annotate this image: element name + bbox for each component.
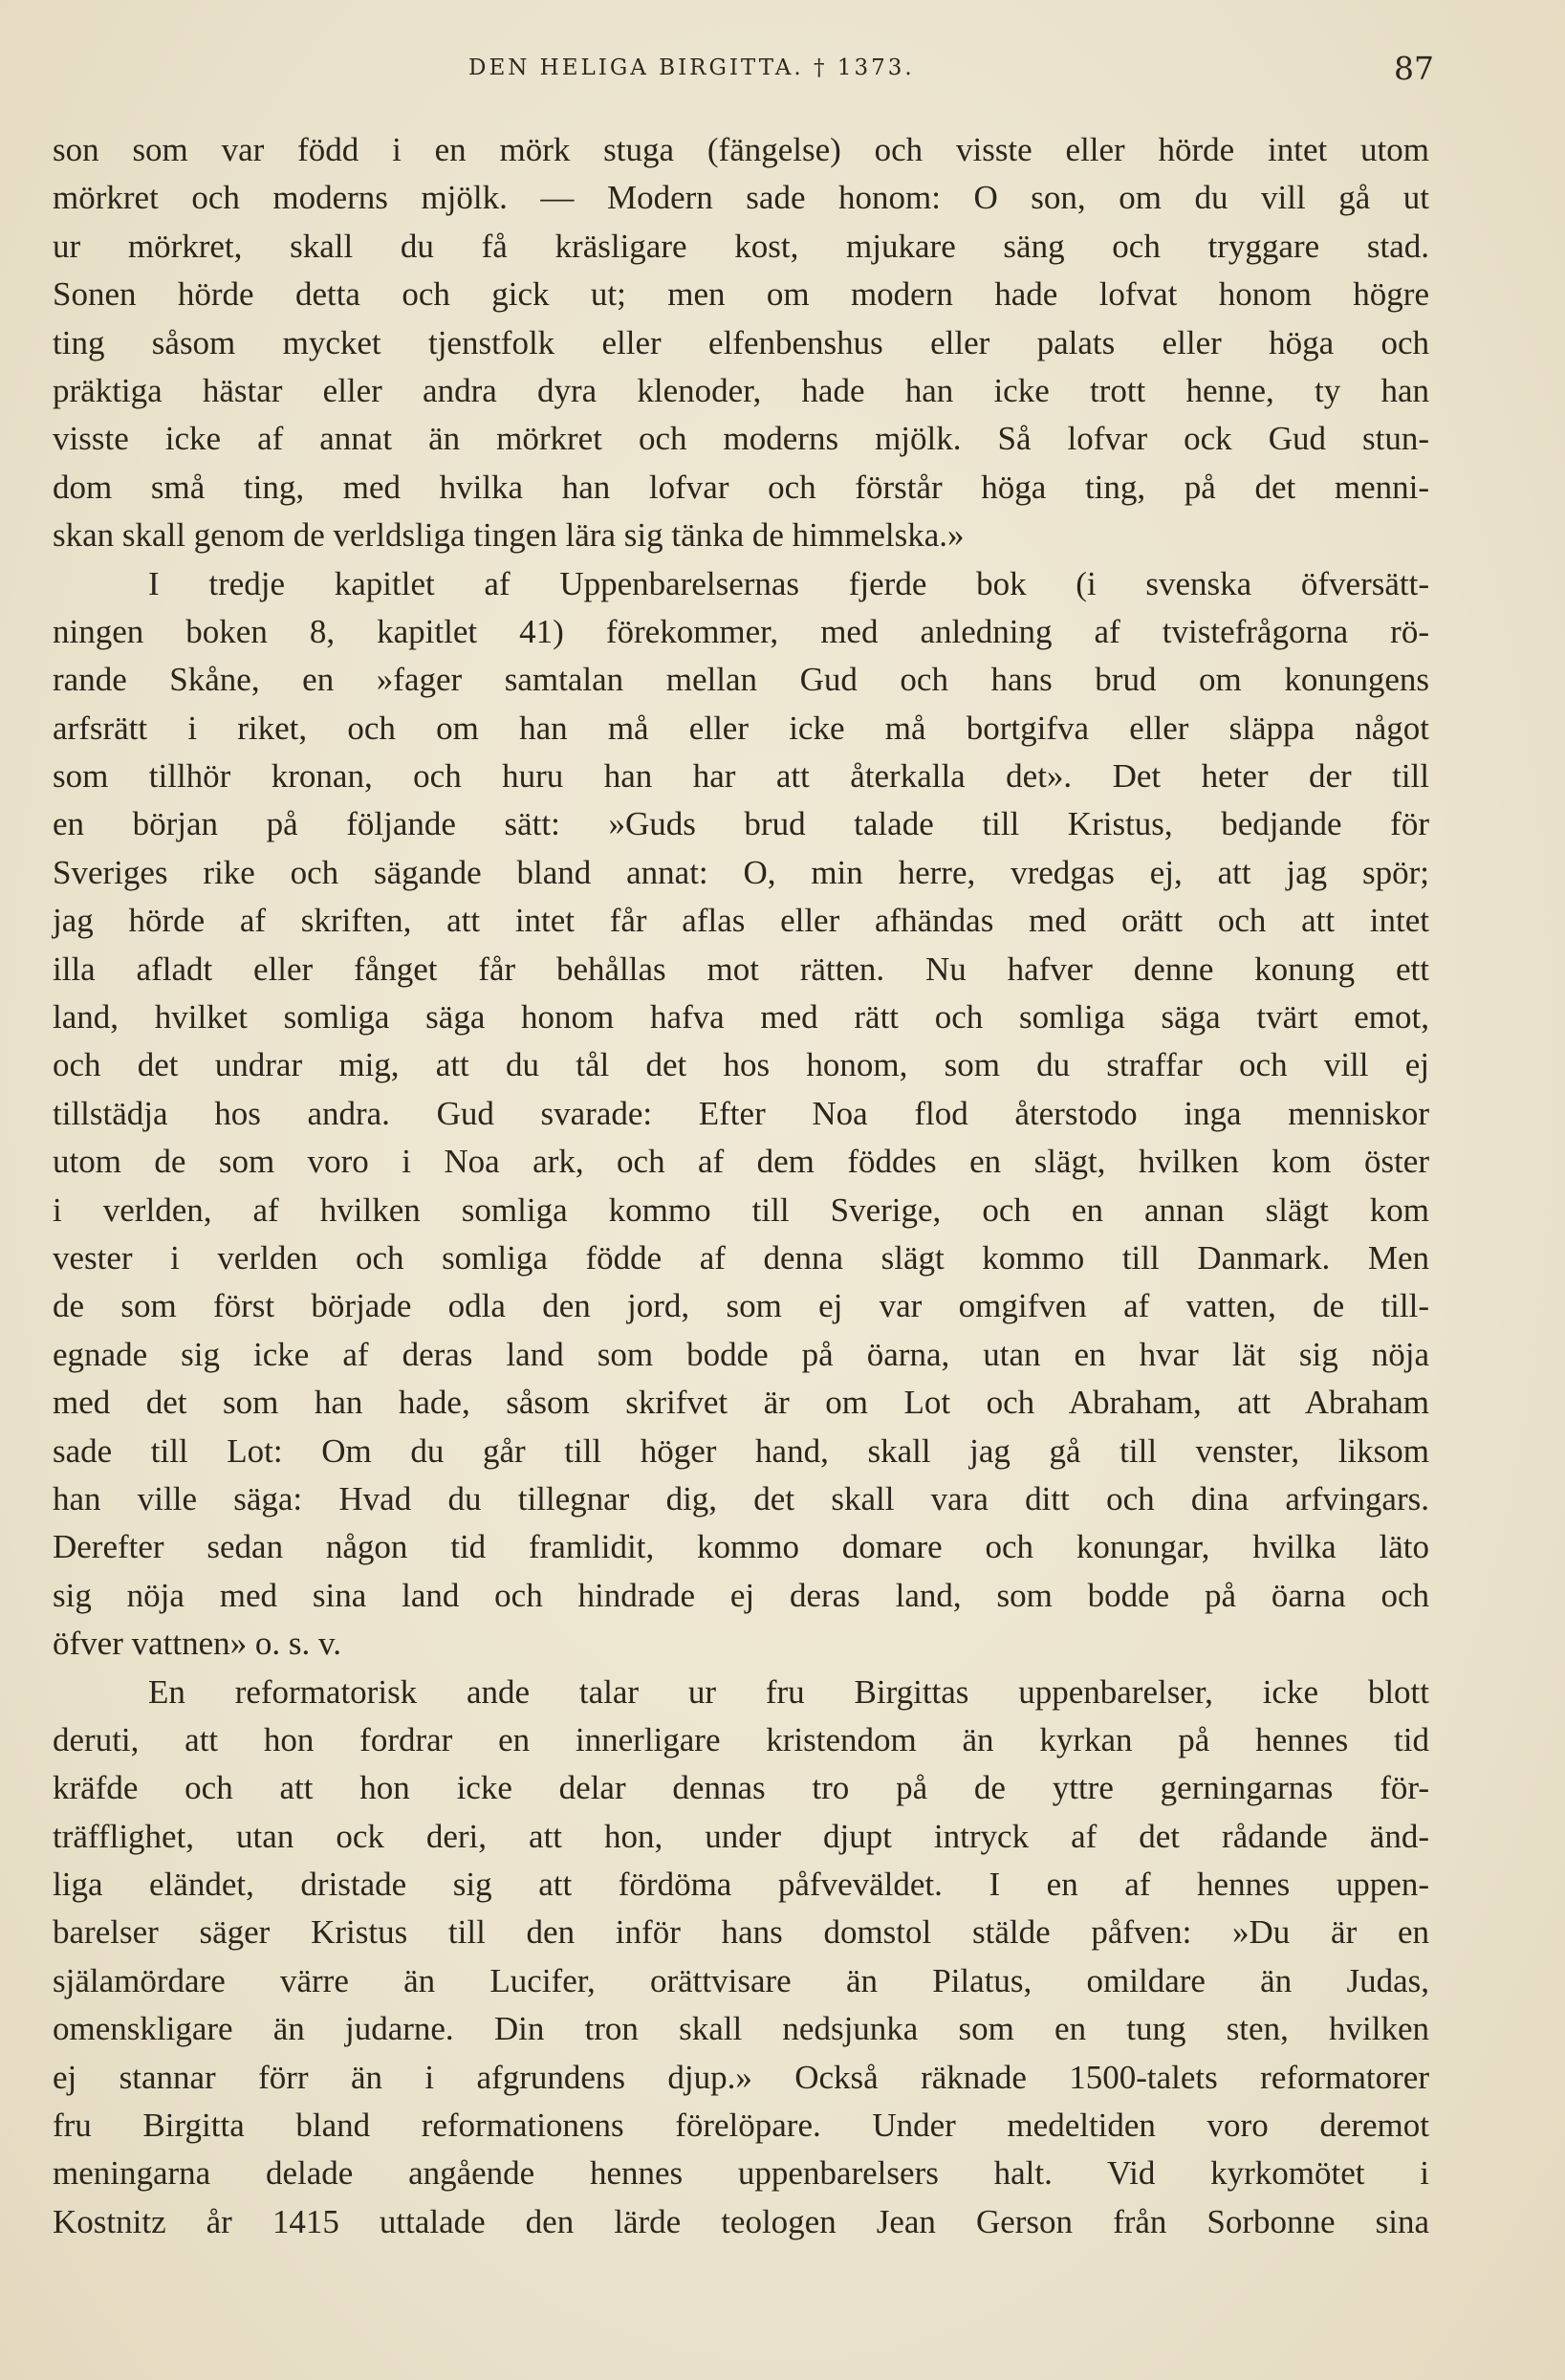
- text-line: meningarna delade angående hennes uppenbarelsers halt. Vid kyrkomötet i: [53, 2154, 1429, 2193]
- text-line: Sveriges rike och sägande bland annat: O, min herre, vredgas ej, att jag spör;: [53, 853, 1429, 891]
- text-line: med det som han hade, såsom skrifvet är om Lot och Abraham, att Abraham: [53, 1384, 1429, 1422]
- paragraph-start-line: I tredje kapitlet af Uppenbarelsernas fjerde bok (i svenska öfversätt-: [148, 564, 1429, 602]
- text-line: arfsrätt i riket, och om han må eller icke må bortgifva eller släppa något: [53, 709, 1429, 747]
- text-line: Derefter sedan någon tid framlidit, kommo domare och konungar, hvilka läto: [53, 1528, 1429, 1566]
- body-text: [53, 126, 1429, 2246]
- text-line: ur mörkret, skall du få kräsligare kost, mjukare säng och tryggare stad.: [53, 227, 1429, 265]
- text-line: dom små ting, med hvilka han lofvar och förstår höga ting, på det menni-: [53, 468, 1429, 506]
- text-line: och det undrar mig, att du tål det hos honom, som du straffar och vill ej: [53, 1046, 1429, 1084]
- text-line: han ville säga: Hvad du tillegnar dig, det skall vara ditt och dina arfvingars.: [53, 1479, 1429, 1518]
- text-line: skan skall genom de verldsliga tingen lära sig tänka de himmelska.»: [53, 516, 965, 555]
- text-line: visste icke af annat än mörkret och moderns mjölk. Så lofvar ock Gud stun-: [53, 420, 1429, 458]
- text-line: de som först började odla den jord, som ej var omgifven af vatten, de till-: [53, 1287, 1429, 1325]
- text-line: en början på följande sätt: »Guds brud talade till Kristus, bedjande för: [53, 805, 1429, 843]
- text-line: son som var född i en mörk stuga (fängelse) och visste eller hörde intet utom: [53, 131, 1429, 168]
- text-line: i verlden, af hvilken somliga kommo till Sverige, och en annan slägt kom: [53, 1190, 1429, 1229]
- text-line: jag hörde af skriften, att intet får aflas eller afhändas med orätt och att intet: [53, 902, 1429, 940]
- text-line: Sonen hörde detta och gick ut; men om modern hade lofvat honom högre: [53, 275, 1429, 314]
- text-line: egnade sig icke af deras land som bodde på öarna, utan en hvar lät sig nöja: [53, 1335, 1429, 1373]
- running-title: DEN HELIGA BIRGITTA. † 1373.: [468, 55, 915, 80]
- text-line: ej stannar förr än i afgrundens djup.» Också räknade 1500-talets reformatorer: [53, 2058, 1429, 2096]
- text-line: sade till Lot: Om du går till höger hand, skall jag gå till venster, liksom: [53, 1431, 1429, 1470]
- text-line: sig nöja med sina land och hindrade ej deras land, som bodde på öarna och: [53, 1576, 1429, 1614]
- text-line: träfflighet, utan ock deri, att hon, under djupt intryck af det rådande änd-: [53, 1817, 1429, 1855]
- text-line: land, hvilket somliga säga honom hafva med rätt och somliga säga tvärt emot,: [53, 998, 1429, 1037]
- text-line: omenskligare än judarne. Din tron skall nedsjunka som en tung sten, hvilken: [53, 2010, 1429, 2048]
- text-line: mörkret och moderns mjölk. — Modern sade honom: O son, om du vill gå ut: [53, 179, 1429, 217]
- text-line: som tillhör kronan, och huru han har att återkalla det». Det heter der till: [53, 757, 1429, 796]
- text-line: Kostnitz år 1415 uttalade den lärde teologen Jean Gerson från Sorbonne sina: [53, 2202, 1429, 2240]
- text-line: illa afladt eller fånget får behållas mot rätten. Nu hafver denne konung ett: [53, 950, 1429, 988]
- text-line: öfver vattnen» o. s. v.: [53, 1625, 341, 1663]
- text-line: ting såsom mycket tjenstfolk eller elfenbenshus eller palats eller höga och: [53, 323, 1429, 361]
- text-line: barelser säger Kristus till den inför hans domstol stälde påfven: »Du är en: [53, 1913, 1429, 1952]
- text-line: fru Birgitta bland reformationens förelöpare. Under medeltiden voro deremot: [53, 2107, 1429, 2145]
- paragraph-start-line: En reformatorisk ande talar ur fru Birgittas uppenbarelser, icke blott: [148, 1672, 1429, 1711]
- text-line: deruti, att hon fordrar en innerligare kristendom än kyrkan på hennes tid: [53, 1720, 1429, 1758]
- text-line: utom de som voro i Noa ark, och af dem föddes en slägt, hvilken kom öster: [53, 1143, 1429, 1181]
- text-line: själamördare värre än Lucifer, orättvisare än Pilatus, omildare än Judas,: [53, 1961, 1429, 1999]
- page-number: 87: [1394, 50, 1434, 87]
- text-line: liga eländet, dristade sig att fördöma påfveväldet. I en af hennes uppen-: [53, 1866, 1429, 1904]
- text-line: rande Skåne, en »fager samtalan mellan Gud och hans brud om konungens: [53, 661, 1429, 699]
- text-line: präktiga hästar eller andra dyra klenoder, hade han icke trott henne, ty han: [53, 371, 1429, 409]
- running-head: [57, 50, 1434, 98]
- text-line: ningen boken 8, kapitlet 41) förekommer, med anledning af tvistefrågorna rö-: [53, 612, 1429, 650]
- text-line: kräfde och att hon icke delar dennas tro på de yttre gerningarnas för-: [53, 1769, 1429, 1807]
- text-line: tillstädja hos andra. Gud svarade: Efter Noa flod återstodo inga menniskor: [53, 1094, 1429, 1132]
- text-line: vester i verlden och somliga födde af denna slägt kommo till Danmark. Men: [53, 1238, 1429, 1277]
